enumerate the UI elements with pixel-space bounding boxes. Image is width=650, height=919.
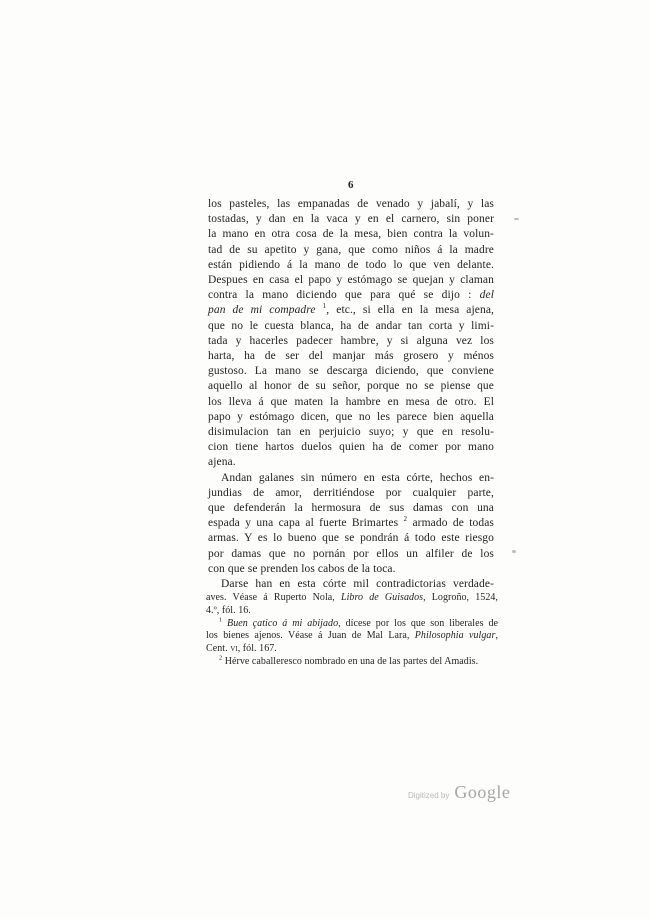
text-line: Despues en casa el papo y estómago se quejan y claman [208, 274, 494, 287]
text-line: Cent. vi, fól. 167. [206, 643, 277, 655]
text-line: la mano en otra cosa de la mesa, bien contra la volun- [208, 228, 494, 241]
text-line: aquello al honor de su señor, porque no se piense que [208, 380, 494, 393]
text-line: tad de su apetito y gana, que como niños á la madre [208, 243, 494, 256]
google-watermark [408, 782, 510, 803]
text-line: que defenderán la hermosura de sus damas con una [208, 502, 494, 515]
text-line: $^1$ Buen çatico á mi abijado, dícese por los que son liberales de [219, 616, 498, 629]
text-line: Darse han en esta córte mil contradictorias verdade- [221, 578, 494, 591]
text-line: armas. Y es lo bueno que se pondrán á todo este riesgo [208, 532, 494, 545]
text-line: tostadas, y dan en la vaca y en el carnero, sin poner [208, 213, 494, 226]
scan-artifact [514, 218, 519, 220]
main-text-block [208, 197, 494, 592]
text-line: espada y una capa al fuerte Brimartes $^2$ armado de todas [208, 515, 494, 530]
text-line: con que se prenden los cabos de la toca. [208, 562, 396, 575]
text-line: 4.º, fól. 16. [206, 604, 251, 616]
text-line: los lleva á que maten la hambre en mesa de otro. El [208, 395, 494, 408]
text-line: Andan galanes sin número en esta córte, hechos en- [221, 471, 494, 484]
footnotes-block [206, 592, 498, 669]
google-logo: Google [454, 782, 511, 802]
text-line: jundias de amor, derritiéndose por cualquier parte, [208, 486, 494, 499]
text-line: pan de mi compadre $^1$, etc., si ella en la mesa ajena, [208, 302, 495, 317]
text-line: $^2$ Hérve caballeresco nombrado en una de las partes del Amadis. [219, 654, 479, 667]
text-line: harta, ha de ser del manjar más grosero y ménos [208, 350, 494, 363]
text-line: los pasteles, las empanadas de venado y jabalí, y las [208, 198, 494, 210]
text-line: papo y estómago dicen, que no les parece bien aquella [208, 410, 494, 423]
text-line: los bienes ajenos. Véase á Juan de Mal Lara, Philosophia vulgar, [206, 630, 498, 642]
page-number: 6 [348, 179, 354, 191]
text-line: ajena. [208, 456, 236, 469]
text-line: por damas que no pornán por ellos un alfiler de los [208, 547, 494, 560]
text-line: contra la mano diciendo que para qué se dijo : del [208, 289, 494, 302]
text-line: están pidiendo á la mano de todo lo que ven delante. [208, 258, 494, 271]
digitized-by-label: Digitized by [408, 791, 450, 800]
text-line: cion tiene hartos duelos quien ha de comer por mano [208, 441, 494, 454]
text-line: tada y hacerles padecer hambre, y si alguna vez los [208, 334, 494, 347]
text-line: aves. Véase á Ruperto Nola, Libro de Guisados, Logroño, 1524, [206, 592, 498, 603]
text-line: gustoso. La mano se descarga diciendo, que conviene [208, 365, 494, 378]
scan-artifact [512, 550, 516, 553]
text-line: disimulacion tan en perjuicio suyo; y que en resolu- [208, 426, 494, 439]
text-line: que no le cuesta blanca, ha de andar tan corta y limi- [208, 319, 494, 332]
